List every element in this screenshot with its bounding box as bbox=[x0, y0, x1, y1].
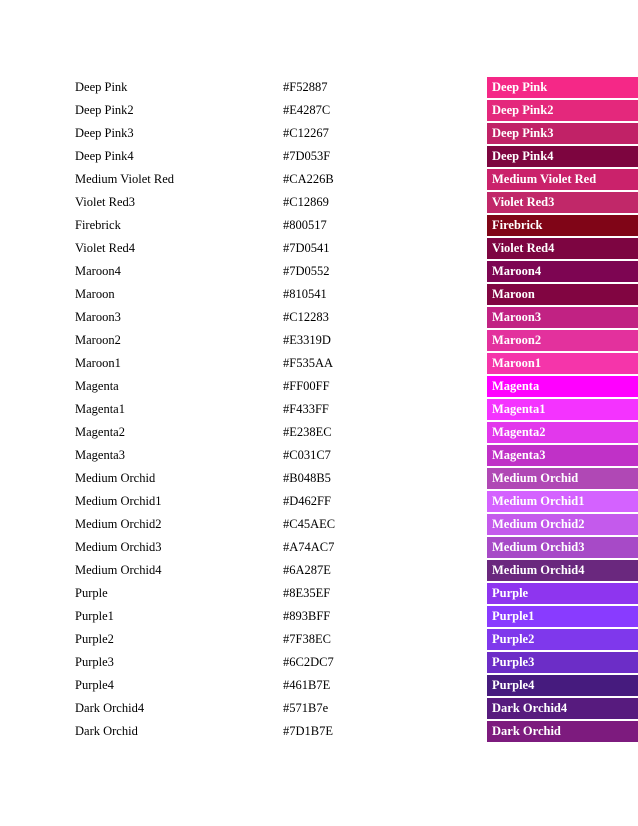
color-name: Magenta2 bbox=[75, 425, 125, 439]
color-swatch bbox=[487, 537, 638, 558]
hex-code: #FF00FF bbox=[283, 379, 330, 393]
color-swatch bbox=[487, 445, 638, 466]
hex-code: #C45AEC bbox=[283, 517, 336, 531]
table-row bbox=[0, 214, 638, 237]
hex-code: #F535AA bbox=[283, 356, 334, 370]
swatch-label: Violet Red4 bbox=[492, 241, 555, 255]
table-row bbox=[0, 467, 638, 490]
table-row bbox=[0, 76, 638, 99]
color-swatch bbox=[487, 583, 638, 604]
swatch-label: Maroon2 bbox=[492, 333, 542, 347]
table-row bbox=[0, 421, 638, 444]
hex-code: #C12869 bbox=[283, 195, 329, 209]
table-row bbox=[0, 168, 638, 191]
table-row bbox=[0, 375, 638, 398]
color-swatch bbox=[487, 652, 638, 673]
swatch-label: Magenta3 bbox=[492, 448, 546, 462]
swatch-label: Deep Pink2 bbox=[492, 103, 554, 117]
table-row bbox=[0, 283, 638, 306]
table-row bbox=[0, 536, 638, 559]
color-swatch bbox=[487, 192, 638, 213]
hex-code: #8E35EF bbox=[283, 586, 331, 600]
color-swatch bbox=[487, 215, 638, 236]
swatch-label: Medium Orchid bbox=[492, 471, 579, 485]
table-row bbox=[0, 444, 638, 467]
swatch-label: Purple bbox=[492, 586, 529, 600]
color-name: Violet Red3 bbox=[75, 195, 136, 209]
color-name: Medium Orchid bbox=[75, 471, 156, 485]
swatch-label: Maroon3 bbox=[492, 310, 542, 324]
swatch-label: Violet Red3 bbox=[492, 195, 555, 209]
color-name: Deep Pink4 bbox=[75, 149, 134, 163]
hex-code: #7D0552 bbox=[283, 264, 330, 278]
table-row bbox=[0, 237, 638, 260]
swatch-label: Purple4 bbox=[492, 678, 535, 692]
hex-code: #A74AC7 bbox=[283, 540, 335, 554]
hex-code: #7D0541 bbox=[283, 241, 330, 255]
swatch-label: Medium Orchid2 bbox=[492, 517, 585, 531]
hex-code: #800517 bbox=[283, 218, 327, 232]
table-row bbox=[0, 122, 638, 145]
color-name: Medium Orchid3 bbox=[75, 540, 162, 554]
swatch-label: Magenta bbox=[492, 379, 540, 393]
hex-code: #6C2DC7 bbox=[283, 655, 334, 669]
color-name: Medium Orchid2 bbox=[75, 517, 162, 531]
table-row bbox=[0, 99, 638, 122]
hex-code: #CA226B bbox=[283, 172, 334, 186]
color-name: Purple bbox=[75, 586, 108, 600]
color-name: Maroon bbox=[75, 287, 115, 301]
swatch-label: Deep Pink3 bbox=[492, 126, 554, 140]
swatch-label: Purple2 bbox=[492, 632, 535, 646]
table-row bbox=[0, 513, 638, 536]
color-name: Purple1 bbox=[75, 609, 114, 623]
table-row bbox=[0, 697, 638, 720]
color-swatch bbox=[487, 284, 638, 305]
hex-code: #E4287C bbox=[283, 103, 331, 117]
color-name: Magenta1 bbox=[75, 402, 125, 416]
color-swatch bbox=[487, 330, 638, 351]
color-name: Maroon4 bbox=[75, 264, 121, 278]
color-name: Violet Red4 bbox=[75, 241, 136, 255]
hex-code: #7D1B7E bbox=[283, 724, 333, 738]
hex-code: #461B7E bbox=[283, 678, 331, 692]
color-name: Maroon1 bbox=[75, 356, 121, 370]
table-row bbox=[0, 398, 638, 421]
hex-code: #7F38EC bbox=[283, 632, 331, 646]
color-swatch bbox=[487, 675, 638, 696]
hex-code: #E3319D bbox=[283, 333, 331, 347]
color-name: Deep Pink bbox=[75, 80, 128, 94]
hex-code: #C12283 bbox=[283, 310, 329, 324]
color-name: Dark Orchid bbox=[75, 724, 138, 738]
color-name: Medium Orchid1 bbox=[75, 494, 162, 508]
swatch-label: Purple1 bbox=[492, 609, 535, 623]
swatch-label: Dark Orchid4 bbox=[492, 701, 568, 715]
color-swatch bbox=[487, 629, 638, 650]
color-name: Magenta3 bbox=[75, 448, 125, 462]
table-row bbox=[0, 628, 638, 651]
color-table bbox=[0, 76, 638, 743]
color-swatch bbox=[487, 514, 638, 535]
table-row bbox=[0, 329, 638, 352]
table-row bbox=[0, 145, 638, 168]
hex-code: #D462FF bbox=[283, 494, 331, 508]
hex-code: #F433FF bbox=[283, 402, 329, 416]
table-row bbox=[0, 352, 638, 375]
color-swatch bbox=[487, 698, 638, 719]
table-row bbox=[0, 582, 638, 605]
color-swatch bbox=[487, 307, 638, 328]
color-name: Maroon3 bbox=[75, 310, 121, 324]
swatch-label: Magenta2 bbox=[492, 425, 546, 439]
color-swatch bbox=[487, 146, 638, 167]
color-swatch bbox=[487, 560, 638, 581]
hex-code: #B048B5 bbox=[283, 471, 331, 485]
swatch-label: Magenta1 bbox=[492, 402, 546, 416]
table-row bbox=[0, 490, 638, 513]
table-row bbox=[0, 559, 638, 582]
hex-code: #6A287E bbox=[283, 563, 331, 577]
swatch-label: Dark Orchid bbox=[492, 724, 561, 738]
color-name: Medium Violet Red bbox=[75, 172, 175, 186]
swatch-label: Maroon bbox=[492, 287, 535, 301]
color-swatch bbox=[487, 100, 638, 121]
table-row bbox=[0, 674, 638, 697]
table-row bbox=[0, 651, 638, 674]
color-name: Medium Orchid4 bbox=[75, 563, 162, 577]
swatch-label: Medium Orchid3 bbox=[492, 540, 585, 554]
color-name: Magenta bbox=[75, 379, 119, 393]
hex-code: #571B7e bbox=[283, 701, 329, 715]
hex-code: #F52887 bbox=[283, 80, 328, 94]
table-row bbox=[0, 260, 638, 283]
swatch-label: Medium Orchid1 bbox=[492, 494, 585, 508]
color-swatch bbox=[487, 376, 638, 397]
swatch-label: Medium Violet Red bbox=[492, 172, 597, 186]
color-name: Maroon2 bbox=[75, 333, 121, 347]
swatch-label: Purple3 bbox=[492, 655, 535, 669]
color-swatch bbox=[487, 721, 638, 742]
color-name: Purple4 bbox=[75, 678, 114, 692]
swatch-label: Firebrick bbox=[492, 218, 543, 232]
hex-code: #810541 bbox=[283, 287, 327, 301]
table-row bbox=[0, 191, 638, 214]
color-name: Deep Pink3 bbox=[75, 126, 134, 140]
color-swatch bbox=[487, 169, 638, 190]
color-swatch bbox=[487, 468, 638, 489]
swatch-label: Deep Pink bbox=[492, 80, 548, 94]
swatch-label: Maroon1 bbox=[492, 356, 542, 370]
color-swatch bbox=[487, 353, 638, 374]
table-row bbox=[0, 306, 638, 329]
swatch-label: Deep Pink4 bbox=[492, 149, 554, 163]
hex-code: #7D053F bbox=[283, 149, 331, 163]
color-swatch bbox=[487, 77, 638, 98]
swatch-label: Medium Orchid4 bbox=[492, 563, 585, 577]
color-name: Purple3 bbox=[75, 655, 114, 669]
hex-code: #893BFF bbox=[283, 609, 331, 623]
color-swatch bbox=[487, 399, 638, 420]
table-row bbox=[0, 720, 638, 743]
color-name: Purple2 bbox=[75, 632, 114, 646]
color-swatch bbox=[487, 123, 638, 144]
table-row bbox=[0, 605, 638, 628]
color-swatch bbox=[487, 238, 638, 259]
color-name: Deep Pink2 bbox=[75, 103, 134, 117]
hex-code: #C031C7 bbox=[283, 448, 331, 462]
color-swatch bbox=[487, 261, 638, 282]
hex-code: #C12267 bbox=[283, 126, 329, 140]
color-name: Firebrick bbox=[75, 218, 121, 232]
color-name: Dark Orchid4 bbox=[75, 701, 145, 715]
color-swatch bbox=[487, 606, 638, 627]
color-swatch bbox=[487, 491, 638, 512]
color-swatch bbox=[487, 422, 638, 443]
hex-code: #E238EC bbox=[283, 425, 332, 439]
swatch-label: Maroon4 bbox=[492, 264, 542, 278]
